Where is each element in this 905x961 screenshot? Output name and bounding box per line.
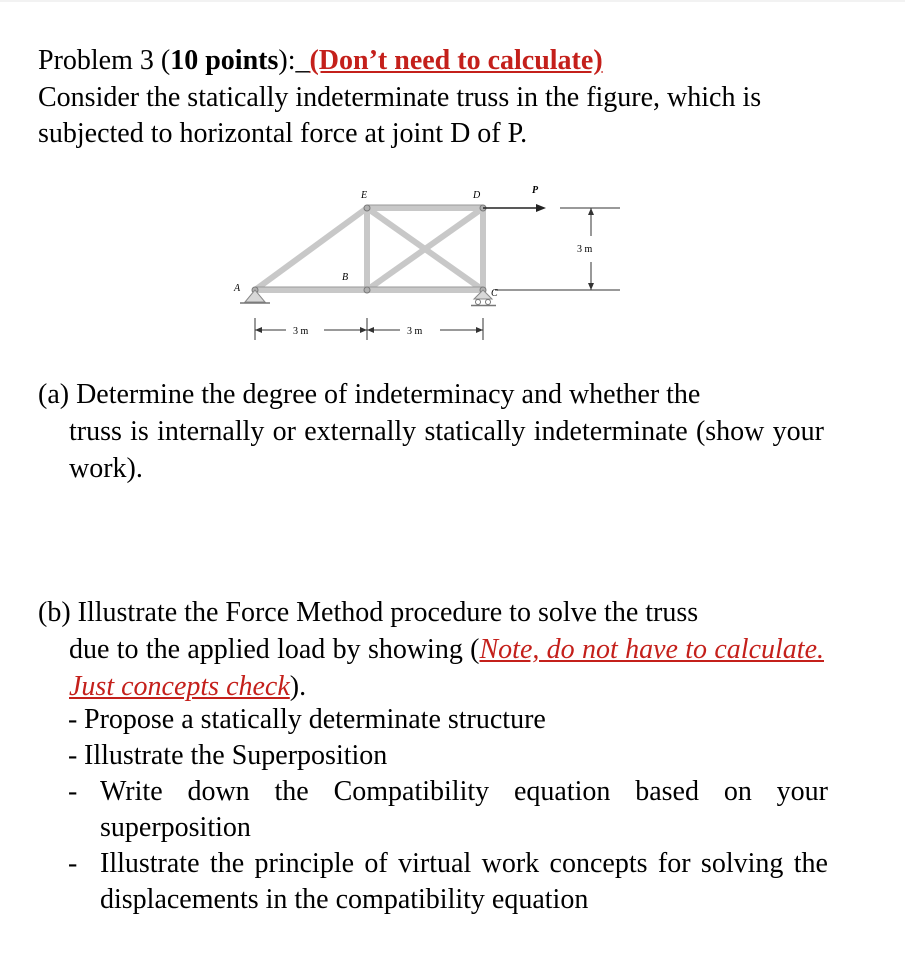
part-b-line1: (b) Illustrate the Force Method procedure to solve the truss	[38, 597, 699, 628]
list-item: - Illustrate the Superposition	[68, 738, 828, 774]
label-b: B	[342, 272, 349, 283]
member-ae	[255, 208, 367, 290]
list-item-text: Write down the Compatibility equation based on your superposition	[100, 776, 828, 843]
part-b-list	[68, 702, 828, 918]
part-a-line1: (a) Determine the degree of indeterminacy and whether the	[38, 379, 701, 410]
label-d: D	[473, 190, 481, 201]
problem-heading	[38, 44, 878, 78]
list-item-text: Illustrate the principle of virtual work concepts for solving the displacements in the compatibility equation	[100, 848, 828, 915]
list-item: - Illustrate the principle of virtual work concepts for solving the displacements in the compatibility equation	[68, 846, 828, 918]
truss-members	[255, 208, 483, 290]
list-item: - Write down the Compatibility equation based on your superposition	[68, 774, 828, 846]
span-dim-label-2: 3 m	[407, 326, 423, 337]
top-edge-marks	[0, 0, 905, 6]
load-arrow	[483, 204, 546, 212]
list-item: - Propose a statically determinate structure	[68, 702, 828, 738]
part-b-cont: due to the applied load by showing (	[69, 634, 480, 665]
heading-note: (Don’t need to calculate)	[309, 45, 603, 76]
joint-e	[364, 205, 370, 211]
label-e: E	[361, 190, 368, 201]
part-b	[38, 594, 824, 705]
part-b-note: Note, do not have to calculate. Just concepts check	[69, 634, 824, 702]
part-a	[38, 376, 824, 487]
height-dim-label: 3 m	[577, 244, 593, 255]
list-item-text: Illustrate the Superposition	[84, 740, 388, 771]
part-b-end: ).	[289, 671, 307, 702]
heading-suffix: ):_	[278, 45, 310, 76]
span-dimensions	[255, 318, 483, 340]
list-item-text: Propose a statically determinate structure	[84, 704, 546, 735]
height-dimension	[495, 208, 620, 290]
part-a-rest: truss is internally or externally statically indeterminate (show your work).	[69, 416, 824, 484]
span-dim-label-1: 3 m	[293, 326, 309, 337]
heading-prefix: Problem 3 (	[38, 45, 171, 76]
problem-intro: Consider the statically indeterminate truss in the figure, which is subjected to horizontal force at joint D of P.	[38, 82, 762, 149]
label-a: A	[234, 283, 241, 294]
truss-figure	[220, 178, 620, 348]
label-p: P	[532, 185, 539, 196]
label-c: C	[491, 288, 498, 299]
heading-points: 10 points	[170, 45, 279, 76]
joint-b	[364, 287, 370, 293]
